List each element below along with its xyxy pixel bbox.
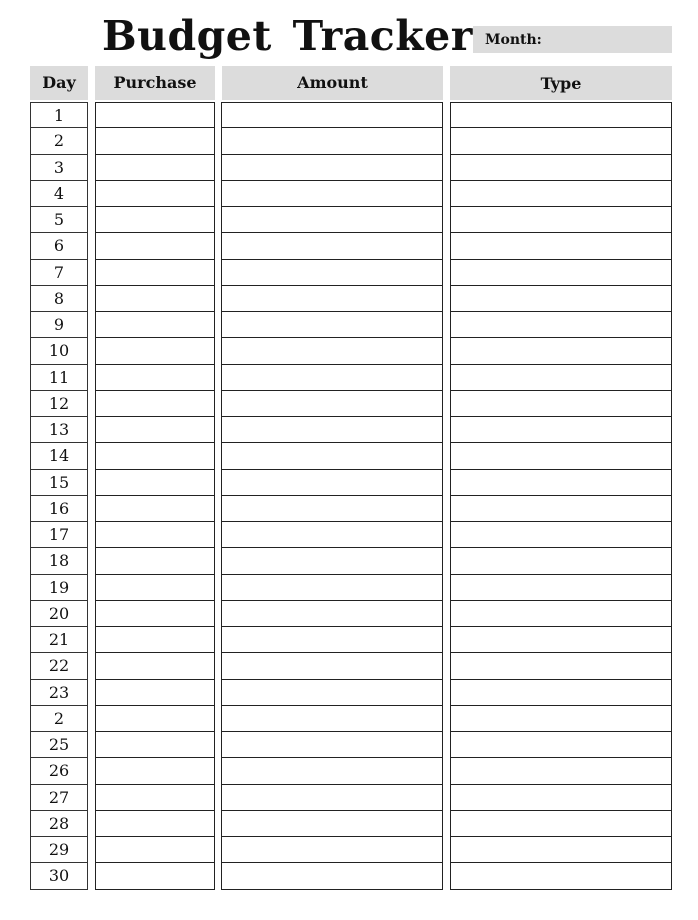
day-cell: 27 <box>30 785 88 811</box>
column-header-type: Type <box>450 66 672 100</box>
type-cell[interactable] <box>450 785 672 811</box>
amount-cell[interactable] <box>221 837 443 863</box>
purchase-cell[interactable] <box>95 338 215 364</box>
purchase-column <box>95 102 215 890</box>
type-cell[interactable] <box>450 286 672 312</box>
day-cell: 26 <box>30 758 88 784</box>
type-cell[interactable] <box>450 680 672 706</box>
day-cell: 9 <box>30 312 88 338</box>
purchase-cell[interactable] <box>95 627 215 653</box>
type-cell[interactable] <box>450 811 672 837</box>
type-cell[interactable] <box>450 312 672 338</box>
purchase-cell[interactable] <box>95 496 215 522</box>
amount-cell[interactable] <box>221 811 443 837</box>
month-field[interactable] <box>473 26 672 53</box>
day-cell: 6 <box>30 233 88 259</box>
purchase-cell[interactable] <box>95 260 215 286</box>
amount-cell[interactable] <box>221 548 443 574</box>
type-cell[interactable] <box>450 601 672 627</box>
amount-cell[interactable] <box>221 680 443 706</box>
amount-cell[interactable] <box>221 128 443 154</box>
amount-cell[interactable] <box>221 338 443 364</box>
amount-cell[interactable] <box>221 207 443 233</box>
day-cell: 7 <box>30 260 88 286</box>
type-cell[interactable] <box>450 233 672 259</box>
type-cell[interactable] <box>450 706 672 732</box>
type-cell[interactable] <box>450 102 672 128</box>
type-cell[interactable] <box>450 732 672 758</box>
purchase-cell[interactable] <box>95 732 215 758</box>
amount-cell[interactable] <box>221 522 443 548</box>
amount-cell[interactable] <box>221 758 443 784</box>
amount-cell[interactable] <box>221 102 443 128</box>
amount-cell[interactable] <box>221 260 443 286</box>
type-cell[interactable] <box>450 128 672 154</box>
column-header-amount: Amount <box>222 66 443 100</box>
column-header-purchase: Purchase <box>95 66 215 100</box>
type-cell[interactable] <box>450 443 672 469</box>
purchase-cell[interactable] <box>95 102 215 128</box>
type-cell[interactable] <box>450 575 672 601</box>
amount-cell[interactable] <box>221 575 443 601</box>
purchase-cell[interactable] <box>95 286 215 312</box>
purchase-cell[interactable] <box>95 863 215 889</box>
page-title: Budget Tracker <box>102 12 473 60</box>
purchase-cell[interactable] <box>95 181 215 207</box>
type-cell[interactable] <box>450 260 672 286</box>
day-cell: 19 <box>30 575 88 601</box>
day-cell: 14 <box>30 443 88 469</box>
purchase-cell[interactable] <box>95 811 215 837</box>
month-label: Month: <box>485 32 542 48</box>
amount-cell[interactable] <box>221 653 443 679</box>
purchase-cell[interactable] <box>95 207 215 233</box>
amount-cell[interactable] <box>221 417 443 443</box>
type-cell[interactable] <box>450 417 672 443</box>
purchase-cell[interactable] <box>95 785 215 811</box>
amount-cell[interactable] <box>221 863 443 889</box>
purchase-cell[interactable] <box>95 128 215 154</box>
purchase-cell[interactable] <box>95 233 215 259</box>
type-cell[interactable] <box>450 365 672 391</box>
type-cell[interactable] <box>450 207 672 233</box>
type-cell[interactable] <box>450 863 672 889</box>
purchase-cell[interactable] <box>95 365 215 391</box>
amount-cell[interactable] <box>221 443 443 469</box>
day-cell: 29 <box>30 837 88 863</box>
type-column <box>450 102 672 890</box>
purchase-cell[interactable] <box>95 470 215 496</box>
purchase-cell[interactable] <box>95 601 215 627</box>
day-cell: 20 <box>30 601 88 627</box>
day-cell: 3 <box>30 155 88 181</box>
day-cell: 4 <box>30 181 88 207</box>
day-cell: 11 <box>30 365 88 391</box>
amount-cell[interactable] <box>221 785 443 811</box>
column-header-day: Day <box>30 66 88 100</box>
purchase-cell[interactable] <box>95 155 215 181</box>
purchase-cell[interactable] <box>95 443 215 469</box>
day-cell: 21 <box>30 627 88 653</box>
amount-cell[interactable] <box>221 496 443 522</box>
day-cell: 13 <box>30 417 88 443</box>
amount-cell[interactable] <box>221 627 443 653</box>
type-cell[interactable] <box>450 391 672 417</box>
purchase-cell[interactable] <box>95 312 215 338</box>
purchase-cell[interactable] <box>95 837 215 863</box>
purchase-cell[interactable] <box>95 548 215 574</box>
type-cell[interactable] <box>450 758 672 784</box>
amount-cell[interactable] <box>221 365 443 391</box>
purchase-cell[interactable] <box>95 417 215 443</box>
amount-cell[interactable] <box>221 155 443 181</box>
purchase-cell[interactable] <box>95 758 215 784</box>
day-cell: 8 <box>30 286 88 312</box>
day-cell: 17 <box>30 522 88 548</box>
type-cell[interactable] <box>450 548 672 574</box>
day-cell: 28 <box>30 811 88 837</box>
purchase-cell[interactable] <box>95 391 215 417</box>
type-cell[interactable] <box>450 470 672 496</box>
day-cell: 2 <box>30 128 88 154</box>
day-cell: 1 <box>30 102 88 128</box>
day-cell: 23 <box>30 680 88 706</box>
day-column <box>30 102 88 890</box>
amount-cell[interactable] <box>221 732 443 758</box>
type-cell[interactable] <box>450 522 672 548</box>
amount-cell[interactable] <box>221 601 443 627</box>
type-cell[interactable] <box>450 837 672 863</box>
amount-column <box>221 102 443 890</box>
type-cell[interactable] <box>450 338 672 364</box>
day-cell: 22 <box>30 653 88 679</box>
type-cell[interactable] <box>450 653 672 679</box>
amount-cell[interactable] <box>221 706 443 732</box>
amount-cell[interactable] <box>221 391 443 417</box>
day-cell: 15 <box>30 470 88 496</box>
type-cell[interactable] <box>450 181 672 207</box>
purchase-cell[interactable] <box>95 706 215 732</box>
type-cell[interactable] <box>450 496 672 522</box>
purchase-cell[interactable] <box>95 575 215 601</box>
type-cell[interactable] <box>450 155 672 181</box>
purchase-cell[interactable] <box>95 522 215 548</box>
day-cell: 16 <box>30 496 88 522</box>
amount-cell[interactable] <box>221 286 443 312</box>
day-cell: 30 <box>30 863 88 889</box>
purchase-cell[interactable] <box>95 653 215 679</box>
amount-cell[interactable] <box>221 181 443 207</box>
day-cell: 12 <box>30 391 88 417</box>
amount-cell[interactable] <box>221 312 443 338</box>
purchase-cell[interactable] <box>95 680 215 706</box>
day-cell: 5 <box>30 207 88 233</box>
amount-cell[interactable] <box>221 470 443 496</box>
day-cell: 25 <box>30 732 88 758</box>
type-cell[interactable] <box>450 627 672 653</box>
day-cell: 18 <box>30 548 88 574</box>
day-cell: 2 <box>30 706 88 732</box>
day-cell: 10 <box>30 338 88 364</box>
amount-cell[interactable] <box>221 233 443 259</box>
